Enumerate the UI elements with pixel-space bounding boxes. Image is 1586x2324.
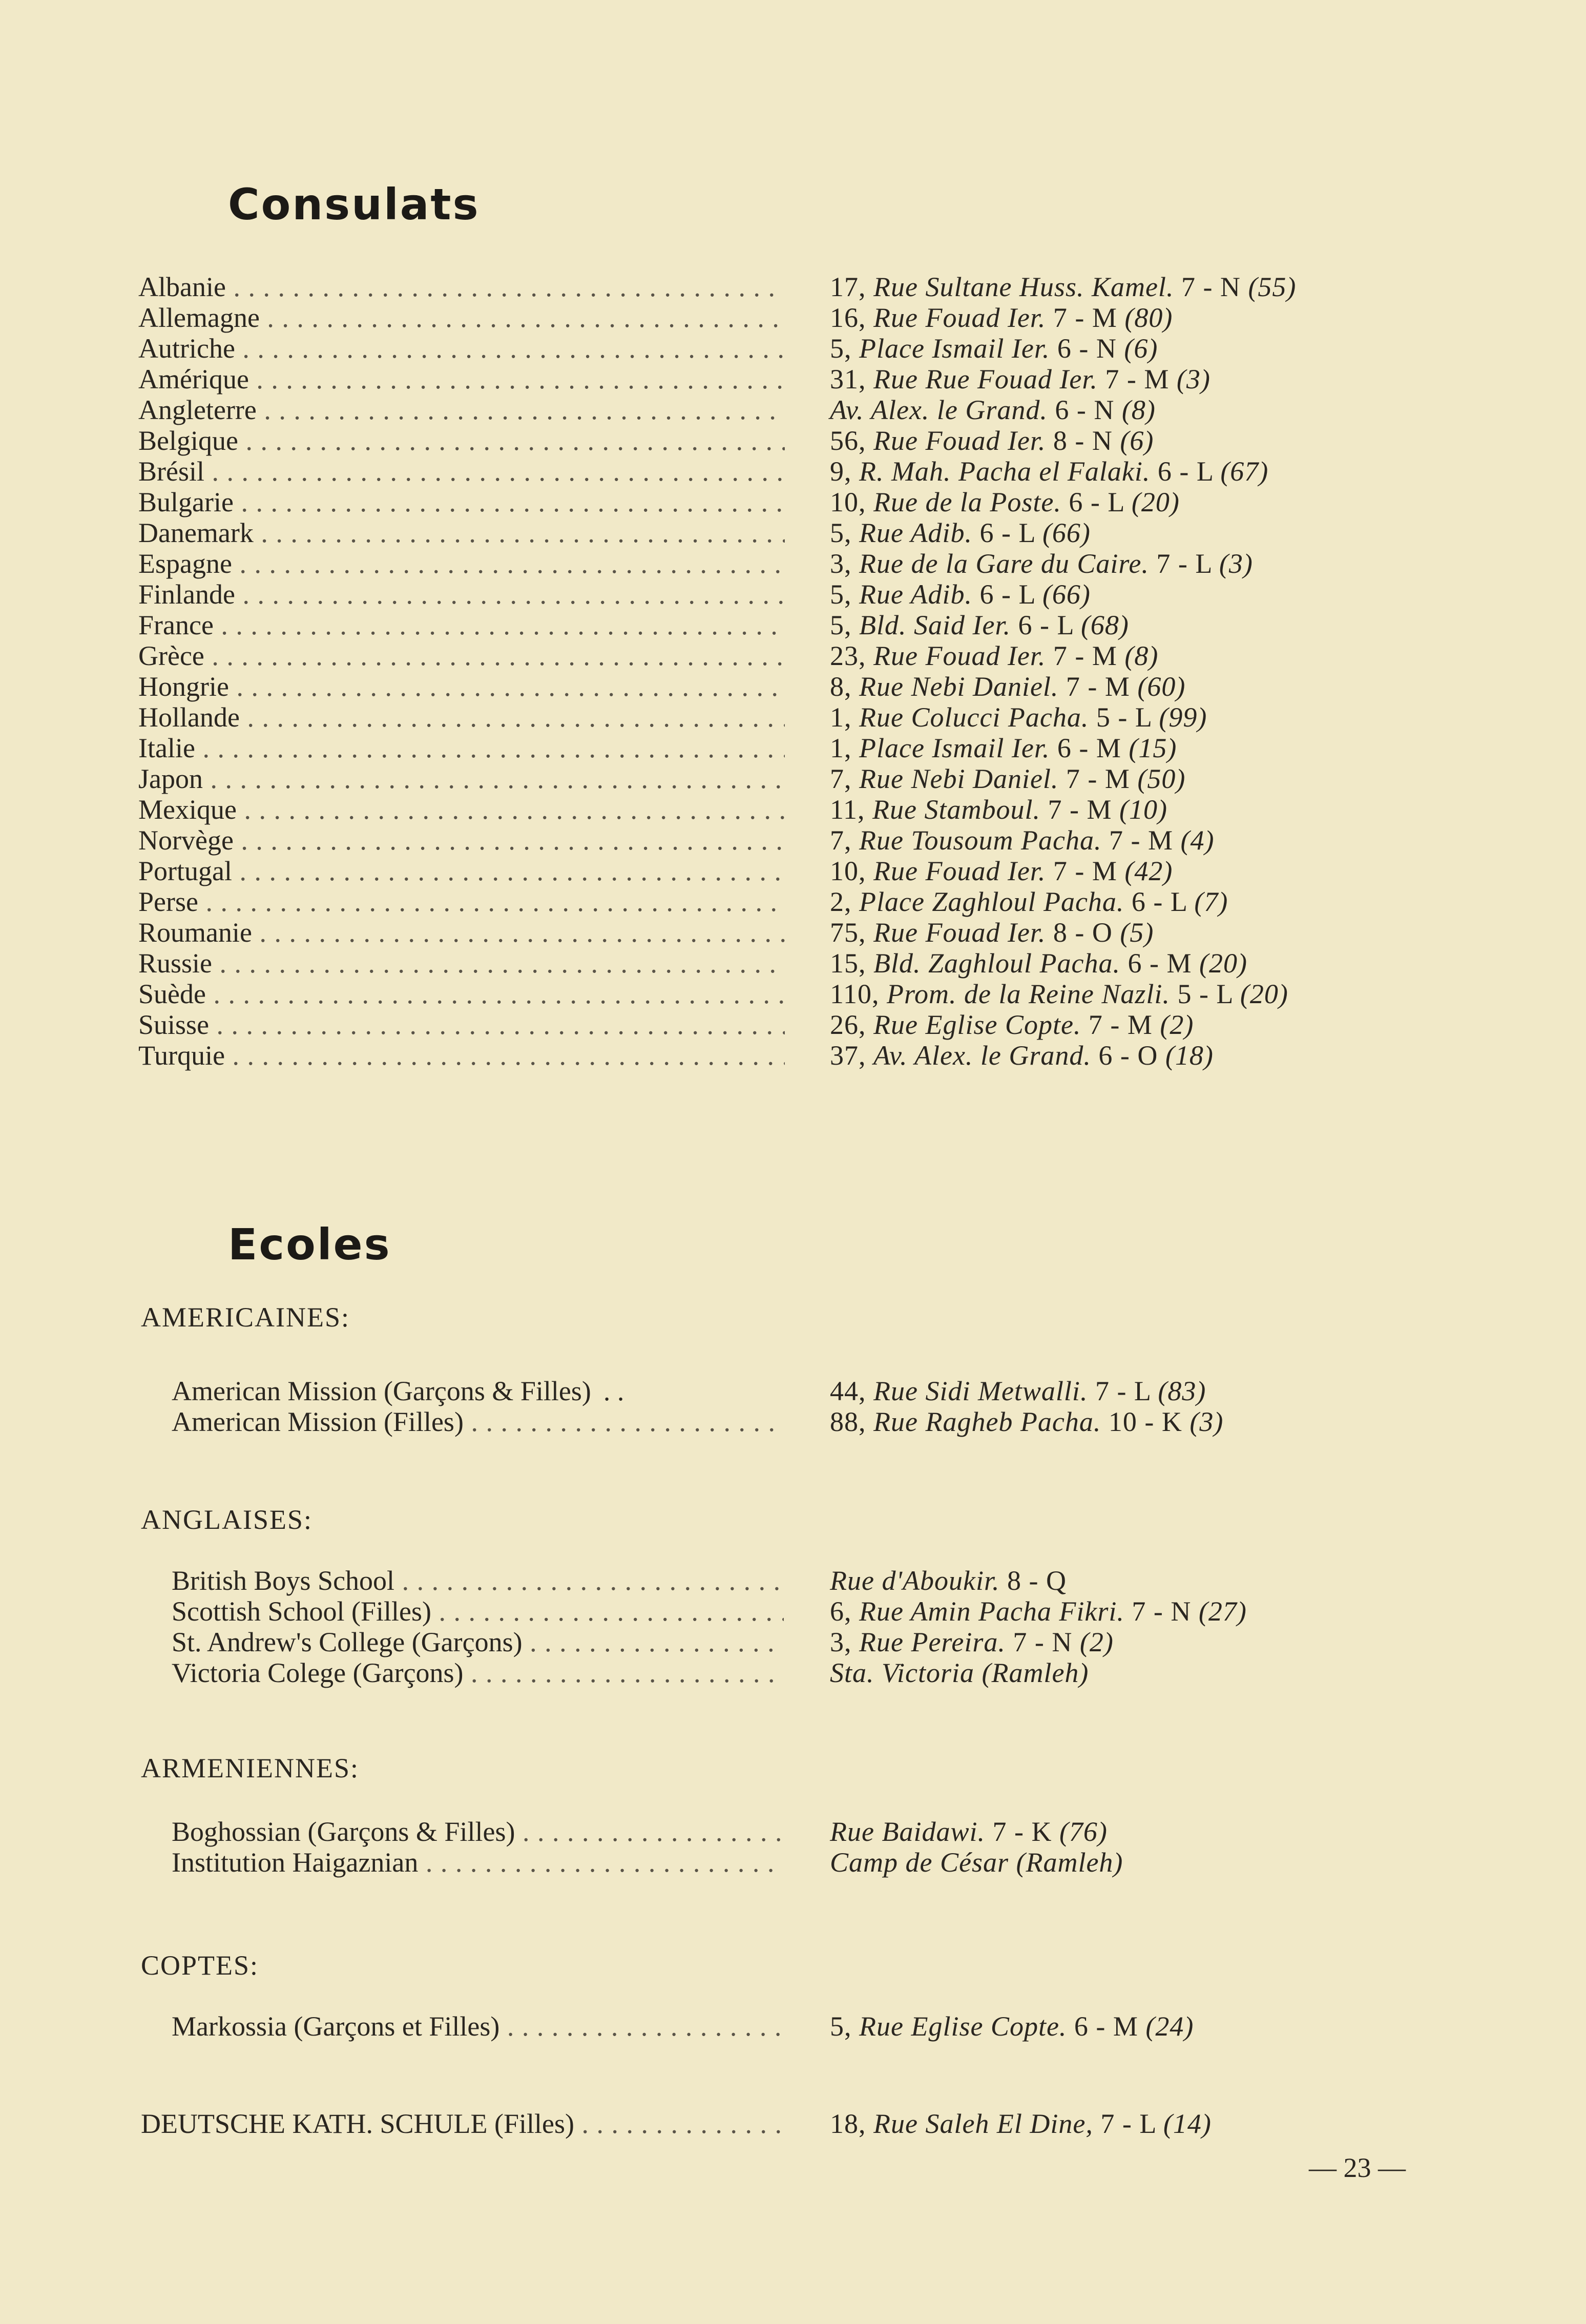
country-name: Norvège	[138, 825, 234, 856]
address-street: Rue Amin Pacha Fikri.	[859, 1596, 1124, 1627]
consulat-row	[0, 917, 1586, 948]
address-grid: 6 - M	[1128, 948, 1192, 979]
address-grid: 8 - N	[1053, 425, 1113, 456]
consulat-row	[0, 548, 1586, 579]
country-cell	[138, 702, 785, 733]
address-street: R. Mah. Pacha el Falaki.	[859, 456, 1151, 487]
address-num: 5,	[830, 333, 852, 364]
address-grid: 6 - N	[1055, 395, 1115, 425]
address	[830, 333, 1158, 364]
address-ref: (7)	[1194, 886, 1228, 917]
school-row	[0, 2108, 1586, 2139]
address	[830, 2011, 1194, 2042]
address-grid: 7 - M	[1088, 1009, 1153, 1040]
address	[830, 364, 1211, 395]
address-grid: 7 - M	[1048, 794, 1112, 825]
address	[830, 517, 1091, 548]
address	[830, 456, 1268, 487]
address-street: Rue Nebi Daniel.	[859, 763, 1059, 794]
school-row	[0, 1565, 1586, 1596]
address-street: Rue Fouad Ier.	[873, 640, 1046, 671]
address-ref: (15)	[1129, 733, 1177, 763]
country-cell	[138, 886, 785, 917]
school-name-cell	[172, 1376, 784, 1406]
address-num: 7,	[830, 763, 852, 794]
school-name: American Mission (Garçons & Filles)	[172, 1376, 591, 1406]
country-name: Grèce	[138, 640, 204, 671]
country-cell	[138, 302, 785, 333]
address-street: Place Ismail Ier.	[859, 733, 1050, 763]
consulat-row	[0, 640, 1586, 671]
address-ref: (50)	[1137, 763, 1186, 794]
address	[830, 979, 1288, 1009]
address-ref: (8)	[1124, 640, 1159, 671]
school-name-cell	[172, 1596, 784, 1627]
address-grid: 7 - N	[1132, 1596, 1192, 1627]
address	[830, 886, 1228, 917]
address-grid: 5 - L	[1096, 702, 1152, 733]
address-street: Rue Rue Fouad Ier.	[873, 364, 1098, 395]
consulat-row	[0, 794, 1586, 825]
country-name: Suède	[138, 979, 206, 1009]
address	[830, 733, 1177, 763]
address	[830, 917, 1154, 948]
address	[830, 1627, 1114, 1657]
address-num: 3,	[830, 1627, 852, 1657]
consulat-row	[0, 517, 1586, 548]
consulat-row	[0, 456, 1586, 487]
country-name: Albanie	[138, 272, 226, 302]
address-num: 75,	[830, 917, 866, 948]
address	[830, 1657, 1089, 1688]
school-group-label: AMERICAINES:	[141, 1302, 350, 1333]
page-number: — 23 —	[1309, 2152, 1406, 2183]
address-street: Rue de la Gare du Caire.	[859, 548, 1149, 579]
school-row	[0, 1627, 1586, 1657]
address-ref: (6)	[1124, 333, 1158, 364]
school-name: Boghossian (Garçons & Filles)	[172, 1816, 515, 1847]
address-ref: (83)	[1158, 1376, 1206, 1406]
address	[830, 395, 1156, 425]
address-ref: (42)	[1124, 856, 1173, 886]
address-grid: 6 - M	[1057, 733, 1121, 763]
address-grid: 7 - M	[1105, 364, 1170, 395]
consulat-row	[0, 1040, 1586, 1071]
address-ref: (99)	[1159, 702, 1207, 733]
consulat-row	[0, 763, 1586, 794]
country-name: France	[138, 610, 214, 640]
address	[830, 1565, 1067, 1596]
address-grid: 7 - M	[1053, 856, 1117, 886]
address-num: 18,	[830, 2108, 866, 2139]
address-street: Prom. de la Reine Nazli.	[887, 979, 1170, 1009]
school-row	[0, 1816, 1586, 1847]
school-row	[0, 1406, 1586, 1437]
address-ref: (20)	[1131, 487, 1180, 517]
address-ref: (68)	[1080, 610, 1129, 640]
country-cell	[138, 425, 785, 456]
address-street: Rue Colucci Pacha.	[859, 702, 1089, 733]
consulat-row	[0, 333, 1586, 364]
country-cell	[138, 610, 785, 640]
address	[830, 579, 1091, 610]
address-street: Rue de la Poste.	[873, 487, 1061, 517]
country-cell	[138, 856, 785, 886]
address-num: 9,	[830, 456, 852, 487]
consulat-row	[0, 702, 1586, 733]
address-street: Av. Alex. le Grand.	[873, 1040, 1091, 1071]
address-grid: 6 - M	[1074, 2011, 1138, 2042]
country-cell	[138, 517, 785, 548]
country-cell	[138, 395, 785, 425]
country-cell	[138, 825, 785, 856]
school-name: Markossia (Garçons et Filles)	[172, 2011, 500, 2042]
country-name: Turquie	[138, 1040, 225, 1071]
address	[830, 671, 1185, 702]
address-num: 10,	[830, 487, 866, 517]
address-num: 5,	[830, 517, 852, 548]
address-street: Place Zaghloul Pacha.	[859, 886, 1124, 917]
school-row	[0, 2011, 1586, 2042]
ecoles-heading: Ecoles	[228, 1219, 391, 1270]
address	[830, 487, 1180, 517]
address-street: Rue Adib.	[859, 579, 972, 610]
address-grid: 7 - L	[1156, 548, 1212, 579]
country-cell	[138, 1040, 785, 1071]
address-ref: (2)	[1160, 1009, 1194, 1040]
country-name: Bulgarie	[138, 487, 234, 517]
country-name: Roumanie	[138, 917, 252, 948]
address-street: Rue Fouad Ier.	[873, 425, 1046, 456]
address-grid: 5 - L	[1177, 979, 1233, 1009]
address-ref: (66)	[1042, 517, 1091, 548]
address	[830, 702, 1207, 733]
country-cell	[138, 272, 785, 302]
country-name: Hollande	[138, 702, 240, 733]
school-row	[0, 1657, 1586, 1688]
address-street: Rue Ragheb Pacha.	[873, 1406, 1101, 1437]
address-num: 1,	[830, 702, 852, 733]
address-ref: (20)	[1240, 979, 1288, 1009]
school-name-cell	[172, 1816, 784, 1847]
address-ref: (3)	[1190, 1406, 1224, 1437]
address-grid: 10 - K	[1108, 1406, 1182, 1437]
school-name: Institution Haigaznian	[172, 1847, 419, 1878]
consulat-row	[0, 302, 1586, 333]
address	[830, 1847, 1123, 1878]
school-row	[0, 1596, 1586, 1627]
consulat-row	[0, 395, 1586, 425]
country-name: Angleterre	[138, 395, 257, 425]
address	[830, 794, 1167, 825]
address-grid: 6 - L	[1069, 487, 1124, 517]
address-num: 6,	[830, 1596, 852, 1627]
address	[830, 825, 1214, 856]
school-group-label: ARMENIENNES:	[141, 1753, 359, 1783]
address-ref: (5)	[1120, 917, 1154, 948]
address-ref: (2)	[1079, 1627, 1114, 1657]
address	[830, 272, 1296, 302]
address-street: Av. Alex. le Grand.	[830, 395, 1048, 425]
address-grid: 7 - N	[1013, 1627, 1073, 1657]
address-street: Rue Fouad Ier.	[873, 856, 1046, 886]
address-grid: 7 - M	[1109, 825, 1173, 856]
country-cell	[138, 763, 785, 794]
address-num: 110,	[830, 979, 880, 1009]
country-name: Brésil	[138, 456, 204, 487]
address-grid: 7 - L	[1100, 2108, 1156, 2139]
consulat-row	[0, 579, 1586, 610]
address-street: Rue Stamboul.	[872, 794, 1040, 825]
country-cell	[138, 733, 785, 763]
address-num: 1,	[830, 733, 852, 763]
address-ref: (67)	[1220, 456, 1269, 487]
country-name: Perse	[138, 886, 198, 917]
address	[830, 1040, 1214, 1071]
address-street: Rue Nebi Daniel.	[859, 671, 1059, 702]
school-name: DEUTSCHE KATH. SCHULE (Filles)	[141, 2108, 574, 2139]
address-grid: 6 - N	[1057, 333, 1117, 364]
address-street: Rue Sultane Huss. Kamel.	[873, 272, 1174, 302]
consulat-row	[0, 364, 1586, 395]
address-ref: (27)	[1198, 1596, 1247, 1627]
consulats-heading: Consulats	[228, 179, 480, 230]
address-num: 88,	[830, 1406, 866, 1437]
consulat-row	[0, 886, 1586, 917]
address-num: 5,	[830, 579, 852, 610]
address-grid: 7 - M	[1066, 763, 1130, 794]
address	[830, 2108, 1212, 2139]
address-street: Bld. Zaghloul Pacha.	[873, 948, 1120, 979]
country-name: Hongrie	[138, 671, 229, 702]
address	[830, 856, 1173, 886]
country-name: Belgique	[138, 425, 238, 456]
school-name: American Mission (Filles)	[172, 1406, 464, 1437]
address-street: Camp de César (Ramleh)	[830, 1847, 1123, 1878]
address	[830, 548, 1253, 579]
address-grid: 7 - M	[1066, 671, 1130, 702]
address-num: 5,	[830, 2011, 852, 2042]
address-street: Bld. Said Ier.	[859, 610, 1011, 640]
address-ref: (24)	[1145, 2011, 1194, 2042]
address-ref: (55)	[1248, 272, 1297, 302]
school-name-cell	[172, 2011, 784, 2042]
address-grid: 7 - M	[1053, 640, 1117, 671]
school-name: Scottish School (Filles)	[172, 1596, 432, 1627]
country-cell	[138, 333, 785, 364]
address	[830, 610, 1129, 640]
address-street: Rue Fouad Ier.	[873, 302, 1046, 333]
address	[830, 763, 1185, 794]
address-street: Rue Pereira.	[859, 1627, 1006, 1657]
address-num: 17,	[830, 272, 866, 302]
country-name: Mexique	[138, 794, 237, 825]
consulat-row	[0, 425, 1586, 456]
address-grid: 6 - L	[979, 517, 1035, 548]
address-ref: (14)	[1163, 2108, 1212, 2139]
country-cell	[138, 917, 785, 948]
address-num: 23,	[830, 640, 866, 671]
country-cell	[138, 456, 785, 487]
consulat-row	[0, 825, 1586, 856]
address-ref: (20)	[1199, 948, 1247, 979]
school-group-label: COPTES:	[141, 1950, 259, 1981]
address-num: 2,	[830, 886, 852, 917]
country-cell	[138, 364, 785, 395]
address-grid: 6 - L	[979, 579, 1035, 610]
address-ref: (8)	[1121, 395, 1156, 425]
country-cell	[138, 948, 785, 979]
address-grid: 8 - Q	[1007, 1565, 1067, 1596]
country-cell	[138, 579, 785, 610]
address	[830, 640, 1158, 671]
country-name: Suisse	[138, 1009, 210, 1040]
address-street: Rue Sidi Metwalli.	[873, 1376, 1088, 1406]
address	[830, 1406, 1223, 1437]
school-row	[0, 1847, 1586, 1878]
country-name: Espagne	[138, 548, 232, 579]
country-name: Japon	[138, 763, 203, 794]
address-ref: (60)	[1137, 671, 1186, 702]
address	[830, 302, 1173, 333]
address	[830, 1376, 1206, 1406]
consulat-row	[0, 948, 1586, 979]
school-name: St. Andrew's College (Garçons)	[172, 1627, 523, 1657]
consulat-row	[0, 671, 1586, 702]
country-name: Autriche	[138, 333, 235, 364]
address	[830, 425, 1154, 456]
address	[830, 1596, 1247, 1627]
country-cell	[138, 640, 785, 671]
country-name: Amérique	[138, 364, 249, 395]
address	[830, 1009, 1194, 1040]
country-name: Danemark	[138, 517, 254, 548]
address-ref: (3)	[1219, 548, 1253, 579]
school-name: British Boys School	[172, 1565, 395, 1596]
address-street: Rue Adib.	[859, 517, 972, 548]
country-cell	[138, 487, 785, 517]
address-num: 7,	[830, 825, 852, 856]
school-name-cell	[172, 1565, 784, 1596]
address-num: 31,	[830, 364, 866, 395]
address-street: Rue Fouad Ier.	[873, 917, 1046, 948]
consulat-row	[0, 733, 1586, 763]
address-grid: 7 - N	[1181, 272, 1241, 302]
school-name-cell	[172, 1657, 784, 1688]
consulat-row	[0, 979, 1586, 1009]
country-cell	[138, 548, 785, 579]
consulat-row	[0, 610, 1586, 640]
country-cell	[138, 794, 785, 825]
address-num: 3,	[830, 548, 852, 579]
country-name: Russie	[138, 948, 213, 979]
address-street: Rue Tousoum Pacha.	[859, 825, 1102, 856]
school-group-label: ANGLAISES:	[141, 1504, 313, 1535]
school-name-cell	[141, 2108, 784, 2139]
address-grid: 6 - L	[1157, 456, 1213, 487]
address-street: Rue Saleh El Dine,	[873, 2108, 1093, 2139]
address-grid: 7 - M	[1053, 302, 1117, 333]
address-grid: 8 - O	[1053, 917, 1113, 948]
address-num: 26,	[830, 1009, 866, 1040]
leader-dots: . .	[603, 1376, 624, 1406]
address-street: Rue Eglise Copte.	[859, 2011, 1067, 2042]
country-name: Allemagne	[138, 302, 260, 333]
address-street: Rue Baidawi.	[830, 1816, 985, 1847]
address-street: Sta. Victoria (Ramleh)	[830, 1657, 1089, 1688]
address	[830, 1816, 1108, 1847]
country-cell	[138, 671, 785, 702]
address-num: 44,	[830, 1376, 866, 1406]
address-num: 37,	[830, 1040, 866, 1071]
consulat-row	[0, 1009, 1586, 1040]
address-street: Rue d'Aboukir.	[830, 1565, 1000, 1596]
address-ref: (76)	[1059, 1816, 1108, 1847]
address-ref: (80)	[1124, 302, 1173, 333]
school-row	[0, 1376, 1586, 1406]
address-ref: (10)	[1119, 794, 1167, 825]
country-name: Italie	[138, 733, 195, 763]
address-num: 5,	[830, 610, 852, 640]
school-name-cell	[172, 1406, 784, 1437]
school-name-cell	[172, 1627, 784, 1657]
address-num: 15,	[830, 948, 866, 979]
address	[830, 948, 1247, 979]
address-street: Rue Eglise Copte.	[873, 1009, 1081, 1040]
school-name-cell	[172, 1847, 784, 1878]
address-ref: (66)	[1042, 579, 1091, 610]
consulat-row	[0, 487, 1586, 517]
address-ref: (4)	[1180, 825, 1215, 856]
address-num: 56,	[830, 425, 866, 456]
school-name: Victoria Colege (Garçons)	[172, 1657, 464, 1688]
country-cell	[138, 979, 785, 1009]
consulat-row	[0, 272, 1586, 302]
consulat-row	[0, 856, 1586, 886]
address-num: 10,	[830, 856, 866, 886]
address-ref: (6)	[1120, 425, 1154, 456]
address-grid: 6 - L	[1018, 610, 1074, 640]
country-name: Portugal	[138, 856, 232, 886]
address-num: 11,	[830, 794, 865, 825]
address-num: 8,	[830, 671, 852, 702]
address-grid: 7 - K	[992, 1816, 1052, 1847]
country-cell	[138, 1009, 785, 1040]
address-grid: 6 - L	[1131, 886, 1187, 917]
country-name: Finlande	[138, 579, 235, 610]
address-ref: (3)	[1176, 364, 1211, 395]
address-street: Place Ismail Ier.	[859, 333, 1050, 364]
address-num: 16,	[830, 302, 866, 333]
address-grid: 6 - O	[1098, 1040, 1158, 1071]
address-ref: (18)	[1165, 1040, 1214, 1071]
address-grid: 7 - L	[1095, 1376, 1151, 1406]
